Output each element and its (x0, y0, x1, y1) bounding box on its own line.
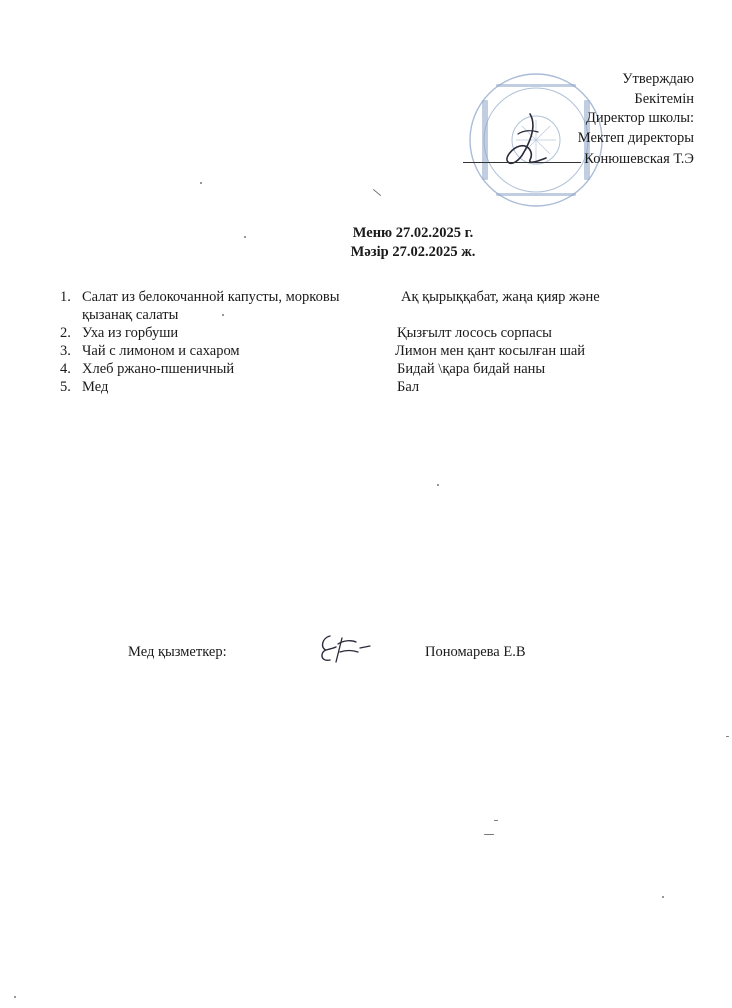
scan-speck (726, 736, 729, 737)
scan-speck (244, 236, 246, 238)
nurse-name: Пономарева Е.В (425, 644, 526, 660)
scan-speck (662, 896, 664, 898)
menu-title-ru: Меню 27.02.2025 г. (352, 225, 474, 241)
item-number: 2. (60, 325, 71, 341)
item-number: 4. (60, 361, 71, 377)
nurse-role: Мед қызметкер: (128, 644, 227, 660)
scan-speck (484, 834, 494, 835)
scan-speck (14, 996, 16, 998)
approval-line-ru: Утверждаю (622, 71, 694, 87)
signature-underline (463, 148, 581, 163)
item-name-ru: Хлеб ржано-пшеничный (82, 361, 235, 377)
scan-speck (437, 484, 439, 486)
menu-title-kz: Мәзір 27.02.2025 ж. (350, 244, 476, 260)
item-name-ru-cont: қызанақ салаты (82, 307, 179, 323)
list-item-continuation (60, 306, 700, 324)
director-title-kz: Мектеп директоры (577, 129, 694, 146)
signatory-name: Конюшевская Т.Э (584, 151, 694, 167)
scan-speck (373, 189, 381, 196)
item-number: 5. (60, 379, 71, 395)
item-number: 1. (60, 289, 71, 305)
menu-list (60, 288, 700, 396)
item-name-ru: Мед (82, 379, 109, 395)
item-name-kz: Бидай \қара бидай наны (397, 361, 546, 377)
director-title-ru: Директор школы: (586, 110, 694, 126)
item-name-ru: Уха из горбуши (82, 325, 179, 341)
scan-speck (494, 820, 498, 821)
approval-block (463, 70, 694, 170)
scan-speck (200, 182, 202, 184)
item-number: 3. (60, 343, 71, 359)
item-name-kz: Қызғылт лосось сорпасы (397, 325, 552, 341)
item-name-kz: Ақ қырыққабат, жаңа қияр және (401, 289, 600, 305)
approval-line-kz: Бекітемін (634, 90, 694, 107)
list-item (60, 342, 700, 360)
scan-speck (222, 314, 224, 316)
signatory-line (463, 148, 694, 170)
item-name-ru: Салат из белокочанной капусты, морковы (82, 289, 340, 305)
list-item (60, 378, 700, 396)
item-name-kz: Лимон мен қант косылған шай (395, 343, 586, 359)
nurse-signature (316, 630, 372, 666)
list-item (60, 288, 700, 306)
item-name-ru: Чай с лимоном и сахаром (82, 343, 240, 359)
item-name-kz: Бал (397, 379, 420, 395)
list-item (60, 360, 700, 378)
list-item (60, 324, 700, 342)
